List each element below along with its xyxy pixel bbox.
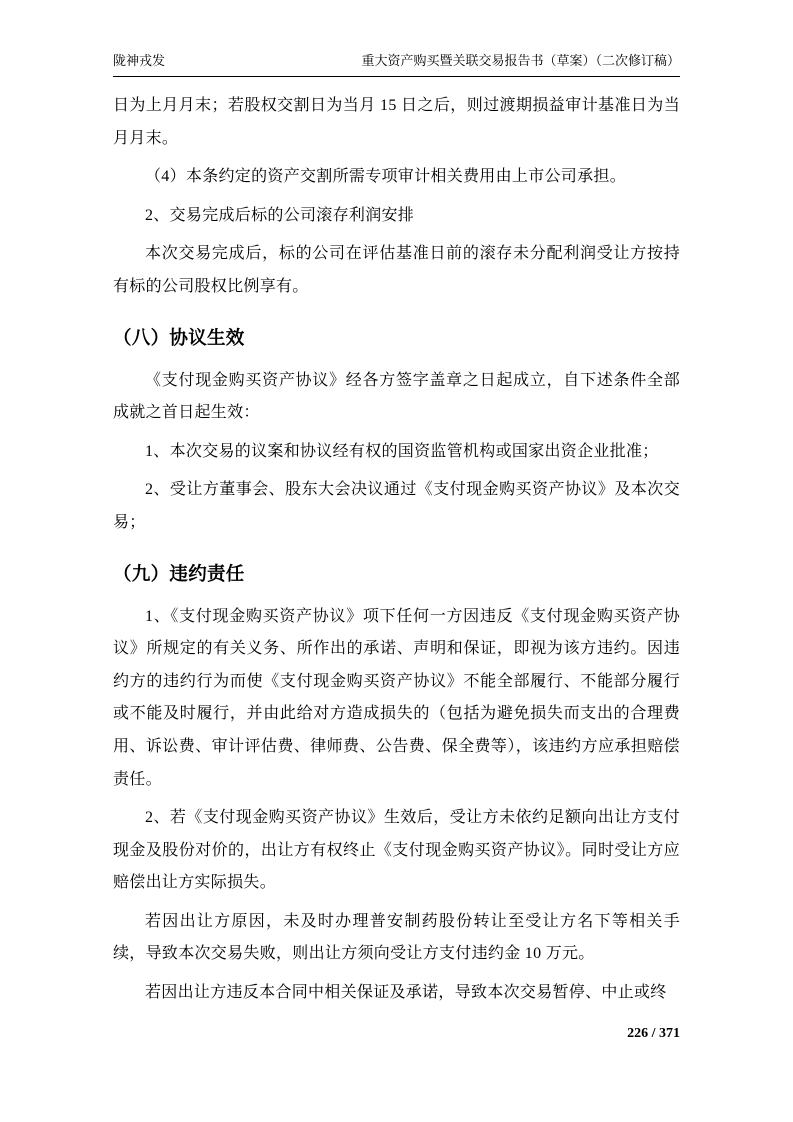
paragraph: 若因出让方违反本合同中相关保证及承诺，导致本次交易暂停、中止或终	[145, 984, 667, 1002]
page-number: 226 / 371	[627, 1026, 680, 1041]
paragraph: 2、交易完成后标的公司滚存利润安排	[145, 206, 415, 224]
paragraph: 《支付现金购买资产协议》经各方签字盖章之日起成立，自下述条件全部成就之首日起生效：	[113, 371, 680, 422]
header-report-title: 重大资产购买暨关联交易报告书（草案）（二次修订稿）	[361, 53, 680, 68]
paragraph: 2、受让方董事会、股东大会决议通过《支付现金购买资产协议》及本次交易；	[113, 481, 680, 531]
section-heading-agreement-effectiveness: （八）协议生效	[113, 326, 245, 348]
header-company-name: 陇神戎发	[113, 53, 166, 68]
section-heading-breach-liability: （九）违约责任	[113, 562, 245, 584]
document-body	[113, 90, 680, 1016]
paragraph: 1、本次交易的议案和协议经有权的国资监管机构或国家出资企业批准；	[145, 442, 659, 460]
paragraph: 日为上月月末；若股权交割日为当月 15 日之后，则过渡期损益审计基准日为当月月末。	[113, 97, 680, 147]
paragraph: （4）本条约定的资产交割所需专项审计相关费用由上市公司承担。	[145, 168, 627, 186]
paragraph: 2、若《支付现金购买资产协议》生效后，受让方未依约足额向出让方支付现金及股份对价的，出让方有权终止《支付现金购买资产协议》。同时受让方应赔偿出让方实际损失。	[113, 809, 680, 892]
page-header	[113, 52, 680, 77]
paragraph: 若因出让方原因，未及时办理普安制药股份转让至受让方名下等相关手续，导致本次交易失败，则出让方须向受让方支付违约金 10 万元。	[113, 912, 680, 963]
paragraph: 本次交易完成后，标的公司在评估基准日前的滚存未分配利润受让方按持有标的公司股权比例享有。	[113, 245, 680, 295]
paragraph: 1、《支付现金购买资产协议》项下任何一方因违反《支付现金购买资产协议》所规定的有关义务、所作出的承诺、声明和保证，即视为该方违约。因违约方的违约行为而使《支付现金购买资产协议》不能全部履行、不能部分履行或不能及时履行，并由此给对方造成损失的（包括为避免损失而支出的合理费用、诉讼费、审计评估费、律师费、公告费、保全费等），该违约方应承担赔偿责任。	[113, 607, 680, 788]
